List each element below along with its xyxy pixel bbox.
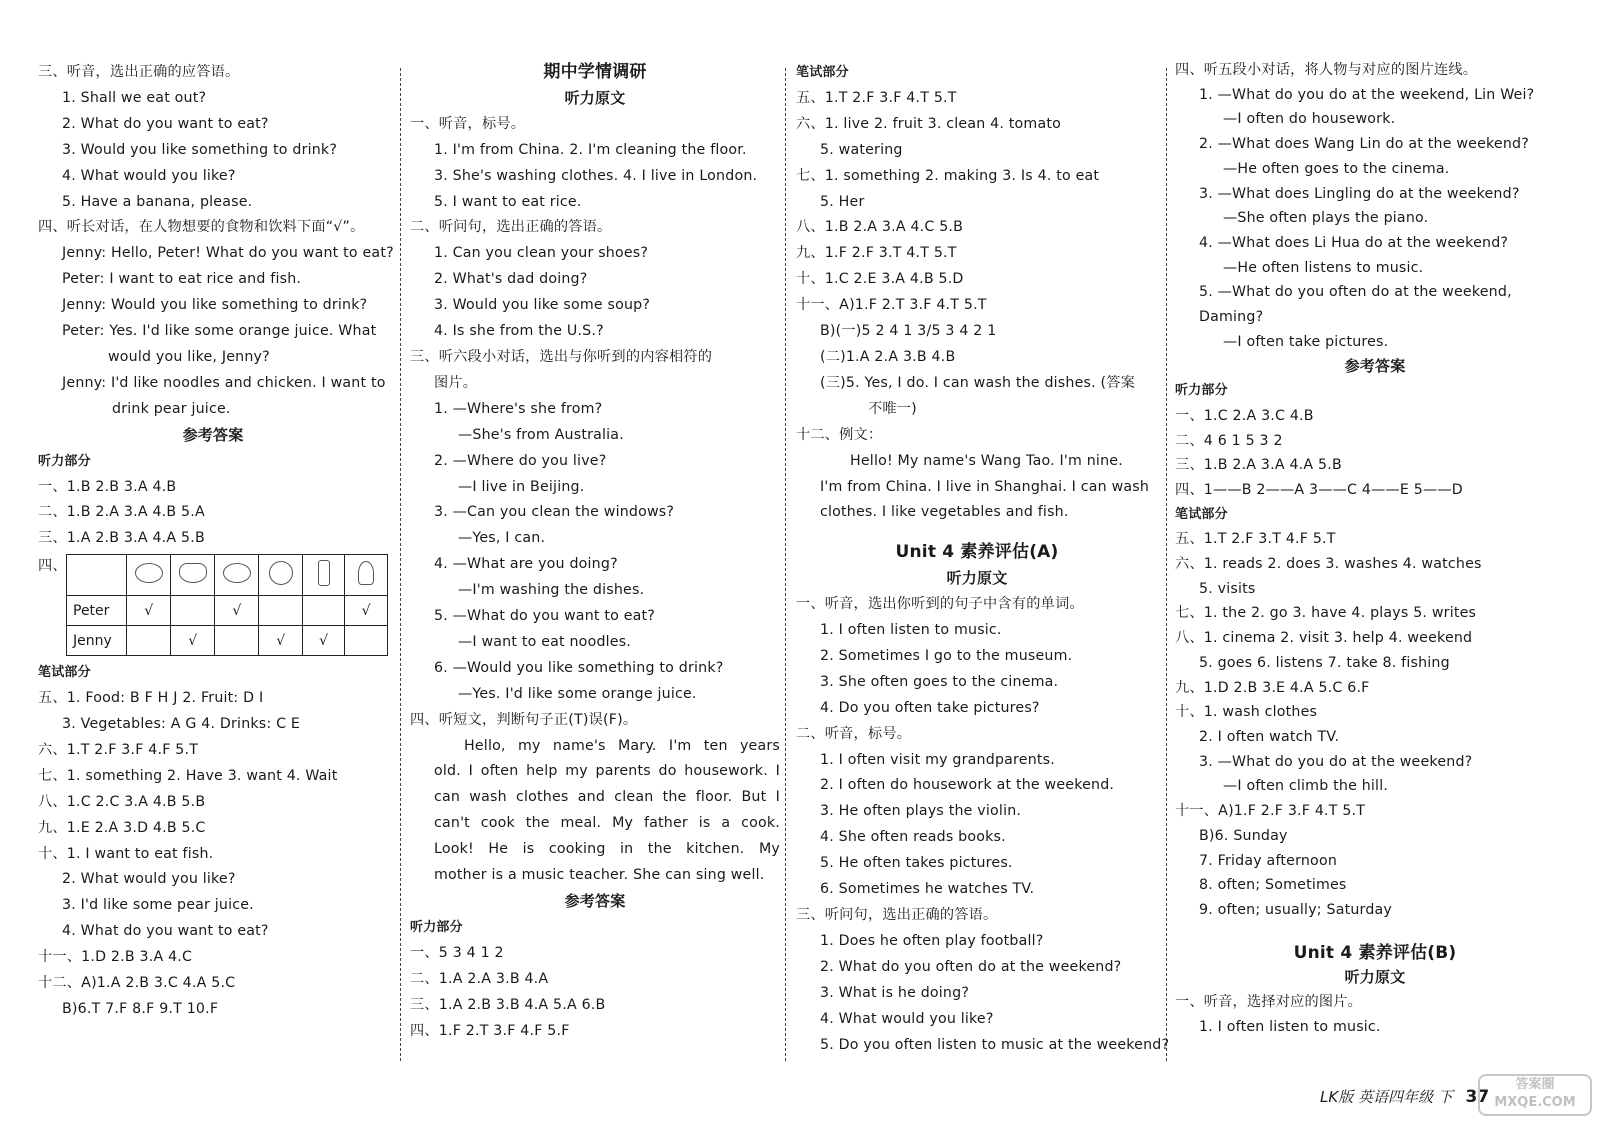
answer-line: 六、1. live 2. fruit 3. clean 4. tomato xyxy=(796,115,1061,132)
table-row xyxy=(67,596,388,626)
answer-line: 5. visits xyxy=(1199,580,1256,597)
part-label: 听力部分 xyxy=(38,453,91,469)
food-picture-cell xyxy=(127,555,171,596)
answer-line: 3. I'd like some pear juice. xyxy=(62,897,254,914)
spacer xyxy=(1175,923,1575,941)
answer-line: 十一、1.D 2.B 3.A 4.C xyxy=(38,949,193,966)
food-picture-cell xyxy=(171,555,215,596)
section-heading: 一、听音，标号。 xyxy=(410,115,526,132)
tick-cell xyxy=(215,626,259,656)
answer-line: 二、4 6 1 5 3 2 xyxy=(1175,432,1283,449)
question-line: 4. What would you like? xyxy=(820,1010,994,1027)
question-line: 2. What do you want to eat? xyxy=(62,115,269,132)
passage-line: Look! He is cooking in the kitchen. My xyxy=(434,841,780,858)
spacer xyxy=(796,526,1158,540)
answer-line: B)(一)5 2 4 1 3/5 3 4 2 1 xyxy=(820,323,997,340)
answer-key-heading: 参考答案 xyxy=(182,425,244,444)
answer-line: 9. often; usually; Saturday xyxy=(1199,901,1393,918)
part-label: 听力部分 xyxy=(1175,383,1228,399)
dialogue-line: Daming? xyxy=(1199,309,1264,326)
dialogue-line: 2. —What does Wang Lin do at the weekend? xyxy=(1199,136,1529,153)
watermark-url: MXQE.COM xyxy=(1494,1095,1576,1110)
dialogue-line: —I want to eat noodles. xyxy=(458,633,632,650)
passage-line: old. I often help my parents do housework. I xyxy=(434,763,780,780)
table-header-row xyxy=(67,555,388,596)
section-heading: 四、听五段小对话，将人物与对应的图片连线。 xyxy=(1175,62,1478,78)
section-subtitle: 听力原文 xyxy=(946,569,1008,588)
example-essay-line: clothes. I like vegetables and fish. xyxy=(820,504,1069,521)
question-line: 1. Can you clean your shoes? xyxy=(434,245,649,262)
column-2 xyxy=(410,60,780,1044)
tick-table-block xyxy=(38,554,388,656)
page-footer xyxy=(1320,1086,1489,1107)
section-heading: 四、听长对话，在人物想要的食物和饮料下面“√”。 xyxy=(38,219,365,236)
column-divider xyxy=(1166,68,1167,1061)
dialogue-line: —Yes, I can. xyxy=(458,530,546,547)
question-line: 1. I often listen to music. xyxy=(1199,1018,1381,1035)
dialogue-line: —He often goes to the cinema. xyxy=(1223,160,1450,177)
answer-line: 六、1.T 2.F 3.F 4.F 5.T xyxy=(38,741,199,758)
answer-line: 十二、A)1.A 2.B 3.C 4.A 5.C xyxy=(38,975,236,992)
part-label: 笔试部分 xyxy=(796,65,849,80)
watermark-text: 答案圈 xyxy=(1515,1077,1555,1092)
question-line: 3. She often goes to the cinema. xyxy=(820,673,1059,690)
question-line: 3. He often plays the violin. xyxy=(820,803,1022,820)
fish-plate-icon xyxy=(223,563,251,583)
answer-line: 5. Her xyxy=(820,193,865,210)
question-line: 4. She often reads books. xyxy=(820,829,1006,846)
question-line: 1. I'm from China. 2. I'm cleaning the floor. xyxy=(434,141,747,158)
juice-glass-icon xyxy=(318,560,330,586)
section-title: Unit 4 素养评估(B) xyxy=(1293,942,1457,963)
food-picture-cell xyxy=(215,555,259,596)
answer-line: B)6. Sunday xyxy=(1199,827,1288,844)
passage-line: can wash clothes and clean the floor. But I xyxy=(434,789,780,806)
tick-cell: √ xyxy=(127,596,171,626)
tick-cell xyxy=(259,596,303,626)
section-heading: 一、听音，选择对应的图片。 xyxy=(1175,994,1363,1011)
answer-line: 九、1.E 2.A 3.D 4.B 5.C xyxy=(38,819,206,836)
dialogue-line: drink pear juice. xyxy=(112,400,231,417)
answer-line: 2. I often watch TV. xyxy=(1199,728,1340,745)
dialogue-line: —She often plays the piano. xyxy=(1223,210,1429,227)
answer-line: 六、1. reads 2. does 3. washes 4. watches xyxy=(1175,556,1482,573)
answer-line: 三、1.B 2.A 3.A 4.A 5.B xyxy=(1175,457,1342,474)
tick-cell: √ xyxy=(259,626,303,656)
answer-line: 七、1. something 2. making 3. Is 4. to eat xyxy=(796,167,1100,184)
section-heading: 三、听问句，选出正确的答语。 xyxy=(796,907,998,923)
column-divider xyxy=(400,68,401,1061)
dialogue-line: —I often take pictures. xyxy=(1223,333,1389,350)
part-label: 听力部分 xyxy=(410,919,463,935)
answer-line: 四、1——B 2——A 3——C 4——E 5——D xyxy=(1175,481,1463,498)
part-label: 笔试部分 xyxy=(1175,506,1228,522)
watermark-logo xyxy=(1478,1074,1592,1116)
answer-line: 一、1.B 2.B 3.A 4.B xyxy=(38,478,177,495)
answer-line: 九、1.F 2.F 3.T 4.T 5.T xyxy=(796,245,957,262)
question-line: 1. I often listen to music. xyxy=(820,622,1002,639)
question-line: 5. I want to eat rice. xyxy=(434,193,582,210)
section-subtitle: 听力原文 xyxy=(564,88,626,107)
food-tick-table xyxy=(66,554,388,656)
section-heading: 图片。 xyxy=(434,374,478,391)
question-line: 4. Do you often take pictures? xyxy=(820,699,1040,716)
dialogue-line: Jenny: Hello, Peter! What do you want to eat? xyxy=(62,245,394,262)
answer-line: 5. goes 6. listens 7. take 8. fishing xyxy=(1199,654,1450,671)
question-line: 5. He often takes pictures. xyxy=(820,855,1013,872)
answer-line: 4. What do you want to eat? xyxy=(62,923,269,940)
answer-line: 七、1. the 2. go 3. have 4. plays 5. writes xyxy=(1175,605,1477,622)
answer-line: 一、5 3 4 1 2 xyxy=(410,944,504,961)
row-name: Peter xyxy=(67,596,127,626)
section-heading: 四、听短文，判断句子正(T)误(F)。 xyxy=(410,711,638,728)
dialogue-line: —He often listens to music. xyxy=(1223,259,1424,276)
chicken-icon xyxy=(269,561,293,585)
question-line: 1. I often visit my grandparents. xyxy=(820,751,1055,768)
dialogue-line: 1. —Where's she from? xyxy=(434,400,603,417)
question-line: 4. What would you like? xyxy=(62,167,236,184)
edition-label: LK版 英语四年级 下 xyxy=(1320,1088,1453,1106)
answer-line: 5. watering xyxy=(820,141,903,158)
dialogue-line: —I often do housework. xyxy=(1223,111,1396,128)
question-line: 2. What do you often do at the weekend? xyxy=(820,958,1122,975)
dialogue-line: —Yes. I'd like some orange juice. xyxy=(458,685,697,702)
section-heading: 二、听问句，选出正确的答语。 xyxy=(410,219,612,236)
dialogue-line: Peter: Yes. I'd like some orange juice. What xyxy=(62,323,377,340)
tick-cell xyxy=(127,626,171,656)
answer-key-heading: 参考答案 xyxy=(1344,357,1406,376)
food-picture-cell xyxy=(259,555,303,596)
passage-line: mother is a music teacher. She can sing well. xyxy=(434,867,765,884)
answer-line: (二)1.A 2.A 3.B 4.B xyxy=(820,348,956,365)
section-heading: 一、听音，选出你听到的句子中含有的单词。 xyxy=(796,596,1084,613)
section-heading: 三、听六段小对话，选出与你听到的内容相符的 xyxy=(410,348,713,365)
row-name: Jenny xyxy=(67,626,127,656)
answer-line: 四、 xyxy=(38,558,67,575)
question-line: 3. Would you like something to drink? xyxy=(62,141,338,158)
answer-line: 十、1.C 2.E 3.A 4.B 5.D xyxy=(796,271,964,288)
answer-line: 8. often; Sometimes xyxy=(1199,877,1347,894)
table-corner-cell xyxy=(67,555,127,596)
dialogue-line: 4. —What are you doing? xyxy=(434,556,618,573)
dialogue-line: 5. —What do you want to eat? xyxy=(434,608,656,625)
question-line: 3. She's washing clothes. 4. I live in London. xyxy=(434,167,758,184)
answer-line: 3. Vegetables: A G 4. Drinks: C E xyxy=(62,716,301,733)
part-label: 笔试部分 xyxy=(38,665,91,681)
column-divider xyxy=(785,68,786,1061)
answer-key-heading: 参考答案 xyxy=(564,892,626,910)
dialogue-line: Peter: I want to eat rice and fish. xyxy=(62,271,302,288)
answer-line: 二、1.B 2.A 3.A 4.B 5.A xyxy=(38,504,205,521)
answer-line: 7. Friday afternoon xyxy=(1199,852,1338,869)
answer-line: 一、1.C 2.A 3.C 4.B xyxy=(1175,407,1314,424)
answer-line: 八、1. cinema 2. visit 3. help 4. weekend xyxy=(1175,630,1473,647)
answer-line: 四、1.F 2.T 3.F 4.F 5.F xyxy=(410,1022,570,1039)
answer-line: 3. —What do you do at the weekend? xyxy=(1199,753,1473,770)
pear-juice-icon xyxy=(358,561,374,585)
page-number: 37 xyxy=(1465,1087,1490,1107)
column-4 xyxy=(1175,58,1575,1039)
column-1 xyxy=(38,60,394,1023)
answer-line: (三)5. Yes, I do. I can wash the dishes. (答案 xyxy=(820,374,1136,391)
dialogue-line: —I'm washing the dishes. xyxy=(458,582,645,599)
answer-line: 2. What would you like? xyxy=(62,871,236,888)
tick-cell: √ xyxy=(345,596,388,626)
question-line: 5. Have a banana, please. xyxy=(62,193,253,210)
answer-line: 三、1.A 2.B 3.B 4.A 5.A 6.B xyxy=(410,996,606,1013)
dialogue-line: —I live in Beijing. xyxy=(458,478,585,495)
answer-line: 三、1.A 2.B 3.A 4.A 5.B xyxy=(38,530,205,547)
question-line: 2. What's dad doing? xyxy=(434,271,588,288)
dialogue-line: 3. —What does Lingling do at the weekend? xyxy=(1199,185,1520,202)
tick-cell: √ xyxy=(171,626,215,656)
dialogue-line: Jenny: I'd like noodles and chicken. I want to xyxy=(62,374,386,391)
dialogue-line: 6. —Would you like something to drink? xyxy=(434,659,724,676)
answer-line: 十一、A)1.F 2.F 3.F 4.T 5.T xyxy=(1175,803,1366,820)
question-line: 6. Sometimes he watches TV. xyxy=(820,881,1035,898)
section-heading: 三、听音，选出正确的应答语。 xyxy=(38,64,240,80)
question-line: 2. Sometimes I go to the museum. xyxy=(820,647,1073,664)
answer-line: 十、1. wash clothes xyxy=(1175,704,1318,721)
answer-line: 十、1. I want to eat fish. xyxy=(38,845,214,862)
question-line: 3. Would you like some soup? xyxy=(434,297,651,314)
question-line: 1. Shall we eat out? xyxy=(62,89,207,106)
tick-cell xyxy=(171,596,215,626)
section-title: 期中学情调研 xyxy=(543,62,647,82)
question-line: 1. Does he often play football? xyxy=(820,932,1044,949)
tick-cell: √ xyxy=(302,626,344,656)
answer-line: 五、1.T 2.F 3.F 4.T 5.T xyxy=(796,89,957,106)
dialogue-line: 4. —What does Li Hua do at the weekend? xyxy=(1199,234,1509,251)
question-line: 4. Is she from the U.S.? xyxy=(434,323,604,340)
answer-line: —I often climb the hill. xyxy=(1223,778,1389,795)
answer-line: 九、1.D 2.B 3.E 4.A 5.C 6.F xyxy=(1175,679,1370,696)
answer-line: 八、1.C 2.C 3.A 4.B 5.B xyxy=(38,793,206,810)
dialogue-line: 1. —What do you do at the weekend, Lin Wei? xyxy=(1199,86,1535,103)
answer-line: 二、1.A 2.A 3.B 4.A xyxy=(410,970,549,987)
passage-line: can't cook the meal. My father is a cook. xyxy=(434,815,780,832)
dialogue-line: Jenny: Would you like something to drink? xyxy=(62,297,368,314)
answer-line: 十二、例文： xyxy=(796,426,883,443)
dialogue-line: 3. —Can you clean the windows? xyxy=(434,504,675,521)
section-subtitle: 听力原文 xyxy=(1344,968,1406,987)
noodles-icon xyxy=(179,563,207,583)
table-row xyxy=(67,626,388,656)
question-line: 5. Do you often listen to music at the weekend? xyxy=(820,1036,1170,1053)
food-picture-cell xyxy=(302,555,344,596)
answer-line: 七、1. something 2. Have 3. want 4. Wait xyxy=(38,767,338,784)
question-line: 2. I often do housework at the weekend. xyxy=(820,777,1115,794)
tick-cell: √ xyxy=(215,596,259,626)
dialogue-line: 2. —Where do you live? xyxy=(434,452,607,469)
section-title: Unit 4 素养评估(A) xyxy=(895,542,1059,563)
example-essay-line: Hello! My name's Wang Tao. I'm nine. xyxy=(850,452,1123,469)
rice-bowl-icon xyxy=(135,563,163,583)
passage-line: Hello, my name's Mary. I'm ten years xyxy=(464,737,780,754)
answer-line: 十一、A)1.F 2.T 3.F 4.T 5.T xyxy=(796,297,987,314)
answer-line: 八、1.B 2.A 3.A 4.C 5.B xyxy=(796,219,964,236)
example-essay-line: I'm from China. I live in Shanghai. I can wash xyxy=(820,478,1150,495)
dialogue-line: would you like, Jenny? xyxy=(108,348,270,365)
dialogue-line: —She's from Australia. xyxy=(458,426,624,443)
tick-cell xyxy=(302,596,344,626)
section-heading: 二、听音，标号。 xyxy=(796,725,912,742)
dialogue-line: 5. —What do you often do at the weekend, xyxy=(1199,284,1512,301)
answer-line: B)6.T 7.F 8.F 9.T 10.F xyxy=(62,1001,219,1017)
column-3 xyxy=(796,60,1170,1058)
question-line: 3. What is he doing? xyxy=(820,984,970,1001)
answer-line: 五、1.T 2.F 3.T 4.F 5.T xyxy=(1175,531,1336,548)
food-picture-cell xyxy=(345,555,388,596)
tick-cell xyxy=(345,626,388,656)
answer-line: 五、1. Food: B F H J 2. Fruit: D I xyxy=(38,690,264,707)
answer-line: 不唯一) xyxy=(868,400,917,417)
